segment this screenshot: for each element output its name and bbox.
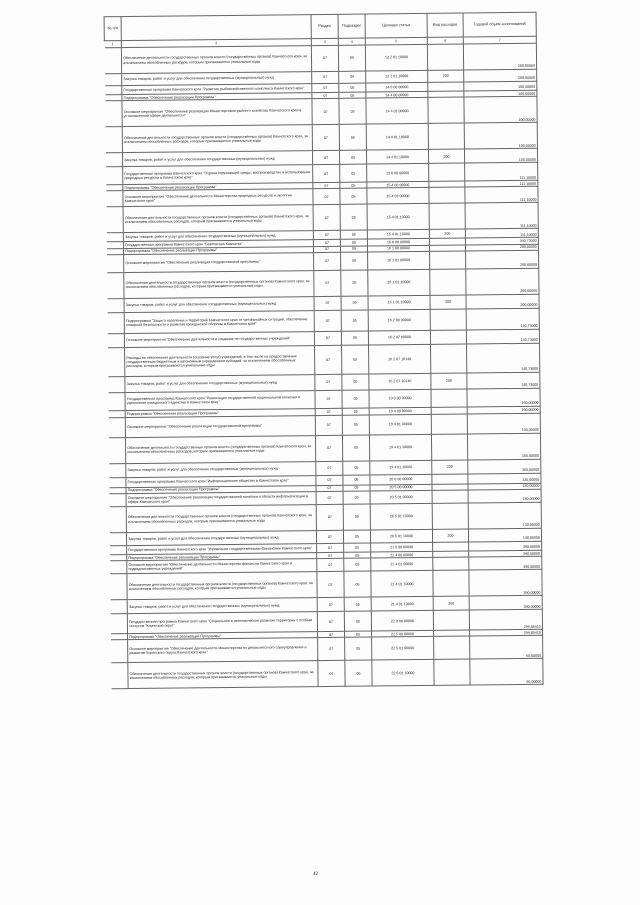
row-podrazdel: 05 bbox=[343, 504, 370, 530]
row-sum: 299,85410 bbox=[469, 609, 542, 630]
row-podrazdel: 05 bbox=[345, 637, 372, 660]
row-razdel: 07 bbox=[313, 246, 340, 252]
row-csr: 15 4 00 00000 bbox=[367, 182, 429, 189]
row-vr bbox=[434, 636, 470, 659]
row-podrazdel: 05 bbox=[341, 296, 368, 310]
row-num-cell bbox=[106, 233, 123, 242]
row-podrazdel: 05 bbox=[340, 246, 367, 252]
row-num-cell bbox=[108, 437, 125, 463]
row-num-cell bbox=[106, 167, 123, 185]
column-number: 5 bbox=[365, 37, 427, 45]
row-razdel: 07 bbox=[314, 296, 341, 310]
row-num-cell bbox=[105, 153, 122, 167]
row-csr: 21 4 00 00000 bbox=[371, 551, 433, 558]
row-description: Обеспечение деятельности государственных органов власти (государственных органов) Камчатского края, за исключением обособленных расходов, которым присваиваются уникальные коды bbox=[121, 46, 311, 74]
row-podrazdel: 05 bbox=[340, 182, 367, 188]
row-razdel: 07 bbox=[317, 612, 344, 632]
row-podrazdel: 05 bbox=[344, 597, 371, 611]
row-csr: 14 4 01 00000 bbox=[366, 98, 428, 125]
row-description: Государственная программа Камчатского края "Социальное и экономическое развитие территории с особым статусом "Корякский округ" bbox=[127, 612, 317, 634]
row-num-cell bbox=[110, 561, 127, 574]
row-csr: 12 2 01 10000 bbox=[366, 70, 428, 83]
row-description: Закупка товаров, работ и услуг для обеспечения государственных (муниципальных) нужд bbox=[126, 461, 316, 477]
row-sum: 390,00000 bbox=[469, 550, 542, 557]
row-description: Государственная программа Камчатского края "Реализация государственной национальной политики и укрепление гражданского единства в Камчатском крае" bbox=[125, 390, 315, 410]
row-description: Подпрограмма "Защита населения и территорий Камчатского края от чрезвычайных ситуаций, обеспечение пожарной безопасности и развитие гражданской обороны в Камчатском крае" bbox=[124, 310, 314, 333]
row-num-cell bbox=[106, 191, 123, 207]
row-razdel: 07 bbox=[315, 435, 342, 461]
row-description: Обеспечение деятельности государственных органов власти (государственных органов) Камчатского края, за исключением обособленных расходов, которым присваиваются уникальные коды bbox=[128, 661, 318, 689]
row-vr bbox=[433, 542, 469, 551]
row-podrazdel: 05 bbox=[338, 45, 365, 71]
row-razdel: 07 bbox=[315, 345, 342, 374]
row-razdel: 07 bbox=[318, 661, 345, 687]
row-description: Закупка товаров, работ и услуг для обеспечения государственных (муниципальных) нужд bbox=[122, 72, 312, 86]
row-description: Государственная программа Камчатского края "Безопасная Камчатка" bbox=[123, 240, 313, 248]
row-sum: 60,00000 bbox=[470, 636, 543, 660]
row-sum: 100,00000 bbox=[464, 81, 537, 91]
row-podrazdel: 05 bbox=[343, 530, 370, 543]
row-razdel: 07 bbox=[312, 71, 339, 83]
row-vr bbox=[429, 203, 465, 229]
header-desc bbox=[121, 15, 311, 41]
row-razdel: 07 bbox=[316, 461, 343, 475]
row-csr: 22 5 01 10000 bbox=[372, 660, 434, 687]
row-razdel: 07 bbox=[314, 270, 341, 296]
row-csr: 21 4 01 10000 bbox=[371, 571, 433, 598]
row-description: Основное мероприятие "Обеспечение деятельности и создание не государственных учреждений" bbox=[124, 331, 314, 347]
row-vr bbox=[430, 330, 466, 344]
row-podrazdel: 05 bbox=[344, 552, 371, 558]
row-podrazdel: 05 bbox=[339, 71, 366, 83]
row-sum: 160,00000 bbox=[467, 388, 540, 407]
row-razdel: 07 bbox=[315, 415, 342, 435]
row-vr bbox=[428, 97, 464, 123]
row-razdel: 07 bbox=[314, 331, 341, 345]
row-razdel: 07 bbox=[312, 92, 339, 98]
row-podrazdel: 05 bbox=[340, 204, 367, 230]
row-sum: 111,10000 bbox=[465, 180, 538, 187]
row-description: Подпрограмма "Обеспечение реализации Программы" bbox=[127, 553, 317, 561]
row-razdel: 07 bbox=[312, 125, 339, 151]
row-csr: 15 4 01 10000 bbox=[367, 204, 429, 231]
row-description: Основное мероприятие "Обеспечение деятельности Министерства по делам местного самоуправления и развитию Корякского округа Камчатского края" bbox=[128, 638, 318, 663]
row-razdel: 07 bbox=[315, 390, 342, 408]
row-csr: 22 5 01 00000 bbox=[372, 637, 434, 661]
row-description: Основное мероприятие "Обеспечение реализации государственной программы" bbox=[125, 415, 315, 437]
row-description: Государственная программа Камчатского края "Информационное общество в Камчатском крае" bbox=[126, 475, 316, 487]
row-csr: 19 4 01 10000 bbox=[369, 434, 431, 461]
row-description: Государственная программа Камчатского края "Управление государственными финансами Камчатского края" bbox=[127, 544, 317, 555]
row-description: Обеспечение деятельности государственных органов власти (государственных органов) Камчатского края, за исключением обособленных расходов, которым присваиваются уникальные коды bbox=[123, 205, 313, 233]
row-num-cell bbox=[108, 376, 125, 392]
row-description: Государственная программа Камчатского края "Охрана окружающей среды, воспроизводство и использование природных ресурсов в Камчатском крае" bbox=[123, 165, 313, 185]
row-num-cell bbox=[107, 254, 124, 272]
row-podrazdel: 05 bbox=[339, 83, 366, 92]
row-description: Государственная программа Камчатского края "Развитие рыбохозяйственного комплекса Камчатского края" bbox=[122, 84, 312, 95]
row-description: Обеспечение деятельности государственных органов власти (государственных органов) Камчатского края, за исключением обособленных расходов, которым присваиваются уникальные коды bbox=[126, 505, 316, 533]
row-sum: 200,00000 bbox=[466, 250, 539, 269]
row-description: Обеспечение деятельности государственных органов власти (государственных органов) Камчатского края, за исключением обособленных расходов, которым присваиваются уникальные коды bbox=[127, 572, 317, 600]
row-description: Закупка товаров, работ и услуг для обеспечения государственных (муниципальных) нужд bbox=[122, 151, 312, 167]
row-podrazdel: 05 bbox=[344, 543, 371, 552]
table-row bbox=[111, 659, 543, 690]
row-vr bbox=[431, 414, 467, 434]
row-description: Закупка товаров, работ и услуг для обеспечения государственных (муниципальных) нужд bbox=[125, 374, 315, 392]
row-csr: 19 4 01 10000 bbox=[370, 460, 432, 475]
row-description: Закупка товаров, работ и услуг для обеспечения государственных (муниципальных) нужд bbox=[124, 296, 314, 312]
row-sum: 111,10000 bbox=[465, 162, 538, 181]
row-num-cell bbox=[109, 463, 126, 477]
row-description: Подпрограмма "Обеспечение реализации Программы" bbox=[123, 183, 313, 191]
row-sum: 130,00000 bbox=[468, 528, 541, 542]
row-vr bbox=[433, 610, 469, 630]
row-sum: 160,00000 bbox=[467, 406, 540, 414]
row-vr bbox=[434, 659, 470, 685]
row-description: Подпрограмма "Обеспечение реализации Программы" bbox=[123, 246, 313, 254]
row-podrazdel: 05 bbox=[342, 435, 369, 461]
row-description: Основное мероприятие "Обеспечение реализации государственной политики в области информатизации в сфере Камчатского края" bbox=[126, 492, 316, 507]
row-sum: 60,00000 bbox=[470, 659, 543, 686]
row-sum: 200,00000 bbox=[465, 244, 538, 251]
table-row bbox=[108, 343, 540, 377]
row-podrazdel: 05 bbox=[341, 270, 368, 296]
header-vr: Вид расходов bbox=[427, 13, 463, 37]
row-csr: 20 5 01 10000 bbox=[370, 503, 432, 530]
row-podrazdel: 05 bbox=[342, 374, 369, 390]
row-sum: 200,00000 bbox=[466, 294, 539, 309]
row-sum: 140,73000 bbox=[466, 308, 539, 330]
row-sum: 200,00000 bbox=[466, 268, 539, 295]
row-num-cell bbox=[109, 533, 126, 546]
row-podrazdel: 05 bbox=[343, 475, 370, 485]
row-description: Обеспечение деятельности государственных органов власти (государственных органов) Камчатского края, за исключением обособленных расходов, которым присваиваются уникальные коды bbox=[122, 125, 312, 153]
row-razdel: 07 bbox=[313, 240, 340, 246]
row-vr bbox=[432, 474, 468, 484]
row-vr: 200 bbox=[433, 596, 469, 610]
header-sum: Годовой объем ассигнований bbox=[463, 12, 536, 37]
row-razdel: 07 bbox=[311, 45, 338, 71]
row-razdel: 07 bbox=[315, 408, 342, 415]
row-razdel: 07 bbox=[316, 530, 343, 543]
row-num-cell bbox=[107, 333, 124, 347]
row-razdel: 07 bbox=[317, 598, 344, 612]
column-number: 7 bbox=[463, 36, 536, 44]
header-razdel: Раздел bbox=[311, 14, 338, 38]
row-podrazdel: 05 bbox=[340, 230, 367, 239]
row-razdel: 07 bbox=[313, 205, 340, 231]
row-sum: 140,73000 bbox=[467, 343, 540, 373]
row-num-cell bbox=[104, 48, 121, 74]
row-vr bbox=[431, 389, 467, 407]
row-podrazdel: 05 bbox=[342, 390, 369, 408]
row-podrazdel: 05 bbox=[341, 331, 368, 345]
row-csr: 16 0 00 00000 bbox=[367, 239, 429, 246]
row-csr: 19 4 01 00000 bbox=[369, 414, 431, 435]
row-num-cell bbox=[111, 663, 128, 689]
row-razdel: 07 bbox=[312, 151, 339, 165]
row-csr: 16 1 00 00000 bbox=[367, 245, 429, 252]
row-csr: 16 2 07 10140 bbox=[369, 344, 431, 374]
row-podrazdel: 05 bbox=[340, 164, 367, 182]
row-sum: 130,00000 bbox=[468, 489, 541, 503]
row-sum: 111,10000 bbox=[465, 203, 538, 230]
row-razdel: 07 bbox=[312, 99, 339, 125]
column-number: 4 bbox=[338, 38, 365, 45]
row-podrazdel: 05 bbox=[342, 408, 369, 415]
row-sum: 340,73000 bbox=[465, 238, 538, 245]
row-csr: 16 1 01 00000 bbox=[368, 251, 430, 270]
row-podrazdel: 05 bbox=[343, 461, 370, 475]
row-sum: 111,10000 bbox=[465, 229, 538, 239]
row-vr: 200 bbox=[428, 149, 464, 163]
row-num-cell bbox=[106, 207, 123, 233]
row-csr: 16 2 00 00000 bbox=[368, 309, 430, 331]
row-podrazdel: 05 bbox=[343, 485, 370, 491]
row-num-cell bbox=[105, 127, 122, 153]
row-podrazdel: 05 bbox=[344, 611, 371, 631]
row-podrazdel: 05 bbox=[344, 558, 371, 571]
row-sum: 130,00000 bbox=[468, 483, 541, 490]
row-sum: 140,73000 bbox=[467, 372, 540, 389]
row-description: Основное мероприятие "Обеспечение деятельности Министерства природных ресурсов и экологии Камчатского края" bbox=[123, 189, 313, 207]
row-razdel: 07 bbox=[316, 485, 343, 491]
row-podrazdel: 05 bbox=[340, 239, 367, 245]
row-sum: 200,00000 bbox=[464, 69, 537, 82]
row-podrazdel: 05 bbox=[339, 150, 366, 164]
row-num-cell bbox=[110, 546, 127, 555]
row-podrazdel: 05 bbox=[339, 92, 366, 98]
row-vr bbox=[433, 570, 469, 596]
row-csr: 22 5 00 00000 bbox=[372, 631, 434, 638]
row-vr bbox=[431, 434, 467, 460]
row-num-cell bbox=[107, 298, 124, 312]
row-num-cell bbox=[105, 74, 122, 86]
row-razdel: 07 bbox=[317, 552, 344, 558]
row-csr: 15 4 01 00000 bbox=[367, 188, 429, 205]
row-csr: 22 0 00 00000 bbox=[371, 611, 433, 632]
row-csr: 20 5 00 00000 bbox=[370, 484, 432, 491]
row-csr: 14 4 01 10000 bbox=[366, 124, 428, 151]
row-num-cell bbox=[108, 347, 125, 376]
header-podrazdel: Подраздел bbox=[338, 14, 365, 38]
row-description: Закупка товаров, работ и услуг для обеспечения государственных (муниципальных) нужд bbox=[123, 231, 313, 242]
row-vr bbox=[427, 44, 463, 70]
row-num-cell bbox=[105, 86, 122, 95]
row-csr: 19 0 00 00000 bbox=[369, 389, 431, 408]
row-csr: 15 4 01 10000 bbox=[367, 230, 429, 240]
row-vr bbox=[429, 163, 465, 181]
row-razdel: 07 bbox=[316, 475, 343, 485]
row-vr bbox=[429, 187, 465, 203]
row-razdel: 07 bbox=[315, 374, 342, 390]
row-podrazdel: 05 bbox=[341, 310, 368, 331]
row-vr bbox=[430, 269, 466, 295]
row-sum: 111,10000 bbox=[465, 187, 538, 204]
row-description: Основное мероприятие "Обеспечение деятельности Министерства финансов Камчатского края и подведомственных учреждений" bbox=[127, 559, 317, 574]
row-sum: 390,00000 bbox=[469, 541, 542, 551]
column-number: 1 bbox=[104, 41, 121, 48]
row-description: Подпрограмма "Обеспечение реализации Программы" bbox=[128, 632, 318, 640]
row-num-cell bbox=[109, 507, 126, 533]
row-podrazdel: 05 bbox=[345, 660, 372, 686]
row-sum: 299,85410 bbox=[470, 629, 543, 636]
row-razdel: 07 bbox=[314, 310, 341, 331]
row-vr: 200 bbox=[431, 373, 467, 389]
row-num-cell bbox=[109, 494, 126, 507]
row-csr: 15 0 00 00000 bbox=[367, 164, 429, 183]
row-podrazdel: 05 bbox=[342, 345, 369, 374]
column-number: 6 bbox=[427, 37, 463, 44]
row-csr: 20 0 00 00000 bbox=[370, 474, 432, 485]
row-razdel: 07 bbox=[314, 252, 341, 270]
row-description: Подпрограмма "Обеспечение реализации Программы" bbox=[126, 485, 316, 493]
row-vr: 200 bbox=[430, 295, 466, 309]
row-description: Подпрограмма "Обеспечение реализации Программы" bbox=[125, 408, 315, 417]
row-podrazdel: 05 bbox=[345, 631, 372, 637]
row-vr bbox=[433, 557, 469, 570]
row-sum: 130,00000 bbox=[468, 502, 541, 529]
row-sum: 200,00000 bbox=[463, 43, 536, 70]
row-csr: 14 0 00 00000 bbox=[366, 82, 428, 92]
row-sum: 160,00000 bbox=[467, 433, 540, 460]
row-sum: 100,00000 bbox=[464, 90, 537, 97]
row-sum: 390,00000 bbox=[469, 556, 542, 570]
row-csr: 21 4 01 00000 bbox=[371, 558, 433, 572]
budget-table bbox=[104, 12, 544, 690]
row-description: Подпрограмма "Обеспечение реализации Программы" bbox=[122, 93, 312, 101]
row-razdel: 07 bbox=[316, 491, 343, 504]
row-razdel: 07 bbox=[318, 638, 345, 661]
column-number: 3 bbox=[311, 38, 338, 45]
row-vr bbox=[428, 82, 464, 91]
row-podrazdel: 05 bbox=[339, 124, 366, 150]
row-csr: 19 4 00 00000 bbox=[369, 407, 431, 415]
row-num-cell bbox=[109, 477, 126, 487]
row-sum: 100,00000 bbox=[464, 96, 537, 123]
row-description: Закупка товаров, работ и услуг для обеспечения государственных (муниципальных) нужд bbox=[127, 598, 317, 614]
column-number: 2 bbox=[121, 39, 311, 48]
row-sum: 160,00000 bbox=[468, 459, 541, 474]
row-vr bbox=[432, 490, 468, 503]
row-sum: 390,00000 bbox=[469, 595, 542, 610]
row-num-cell bbox=[110, 600, 127, 614]
row-csr: 16 2 07 10140 bbox=[369, 373, 431, 390]
row-vr bbox=[431, 344, 467, 373]
row-razdel: 07 bbox=[317, 572, 344, 598]
row-podrazdel: 05 bbox=[342, 415, 369, 435]
row-num-cell bbox=[105, 101, 122, 127]
header-csr: Целевая статья bbox=[365, 13, 427, 38]
row-description: Основное мероприятие "Обеспечение реализации Министерством рыбного хозяйства Камчатского края в установленной сфере деятельности" bbox=[122, 99, 312, 127]
row-num-cell bbox=[111, 640, 128, 663]
row-vr bbox=[428, 123, 464, 149]
row-razdel: 07 bbox=[312, 83, 339, 92]
row-num-cell bbox=[110, 574, 127, 600]
row-num-cell bbox=[107, 272, 124, 298]
row-sum: 100,00000 bbox=[464, 122, 537, 149]
row-vr: 200 bbox=[432, 529, 468, 542]
row-csr: 14 4 01 10000 bbox=[366, 150, 428, 165]
row-description: Обеспечение деятельности государственных органов власти (государственных органов) Камчатского края, за исключением обособленных расходов, которым присваиваются уникальные коды bbox=[124, 270, 314, 298]
row-csr: 14 4 00 00000 bbox=[366, 91, 428, 98]
row-sum: 160,00000 bbox=[467, 413, 540, 434]
scanned-sheet bbox=[104, 12, 545, 866]
row-razdel: 07 bbox=[317, 559, 344, 572]
row-vr bbox=[430, 251, 466, 269]
row-num-cell bbox=[107, 312, 124, 333]
row-sum: 130,00000 bbox=[468, 473, 541, 484]
row-sum: 100,00000 bbox=[464, 148, 537, 163]
row-csr: 12 2 01 10000 bbox=[365, 44, 427, 71]
row-description: Обеспечение деятельности государственных органов власти (государственных органов) Камчатского края, за исключением обособленных расходов, которым присваиваются уникальные коды bbox=[125, 435, 315, 463]
row-csr: 16 1 01 10000 bbox=[368, 295, 430, 310]
row-num-cell bbox=[108, 417, 125, 437]
row-podrazdel: 05 bbox=[343, 491, 370, 504]
row-csr: 21 0 00 00000 bbox=[371, 542, 433, 552]
row-csr: 20 5 01 00000 bbox=[370, 490, 432, 504]
row-vr: 200 bbox=[432, 460, 468, 474]
row-csr: 21 4 01 10000 bbox=[371, 597, 433, 612]
row-vr bbox=[432, 503, 468, 529]
row-podrazdel: 05 bbox=[340, 188, 367, 204]
row-csr: 20 5 01 10000 bbox=[370, 529, 432, 543]
row-razdel: 07 bbox=[313, 231, 340, 240]
row-vr bbox=[430, 309, 466, 330]
row-razdel: 07 bbox=[313, 165, 340, 183]
row-num-cell bbox=[110, 614, 127, 634]
row-sum: 140,73000 bbox=[466, 329, 539, 344]
row-razdel: 07 bbox=[313, 189, 340, 205]
row-description: Расходы на обеспечение деятельности (оказание услуг) учреждений, в том числе на предоставление государственным бюджетным и автономным учреждениям субсидий, за исключением обособленных расходов, которым присваиваются уникальные коды bbox=[125, 345, 315, 376]
row-description: Основное мероприятие "Обеспечение реализации государственной программы" bbox=[124, 252, 314, 272]
header-num: № п/п bbox=[104, 17, 121, 41]
row-vr: 200 bbox=[429, 229, 465, 238]
row-num-cell bbox=[108, 392, 125, 410]
row-podrazdel: 05 bbox=[341, 252, 368, 270]
table-body bbox=[104, 43, 543, 689]
row-sum: 390,00000 bbox=[469, 569, 542, 596]
row-podrazdel: 05 bbox=[339, 98, 366, 124]
row-description: Закупка товаров, работ и услуг для обеспечения государственных (муниципальных) нужд bbox=[126, 531, 316, 546]
row-podrazdel: 05 bbox=[344, 571, 371, 597]
page-number: 42 bbox=[313, 872, 318, 877]
row-razdel: 07 bbox=[316, 504, 343, 530]
row-razdel: 07 bbox=[313, 183, 340, 189]
row-csr: 16 1 01 10000 bbox=[368, 269, 430, 296]
row-csr: 16 2 07 00000 bbox=[368, 330, 430, 345]
row-vr: 200 bbox=[428, 70, 464, 82]
row-razdel: 07 bbox=[318, 632, 345, 638]
row-razdel: 07 bbox=[317, 543, 344, 552]
